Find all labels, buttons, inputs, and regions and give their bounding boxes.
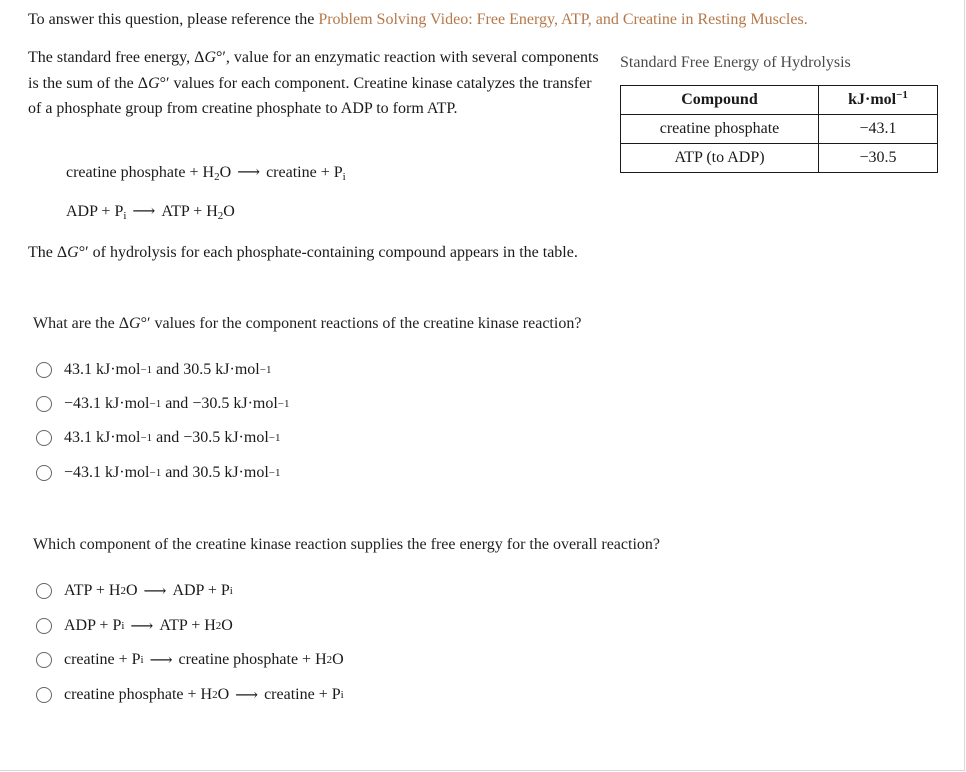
table-caption: Standard Free Energy of Hydrolysis <box>620 54 851 71</box>
question-1-option-3[interactable]: 43.1 kJ·mol −1 and −30.5 kJ·mol −1 <box>36 427 280 449</box>
intro-paragraph: The standard free energy, ΔG°′, value for an enzymatic reaction with several components is the sum of the ΔG°′ values for each component. Creatine kinase catalyzes the transfer of a phosphate group from creatine phosphate to ADP to form ATP. <box>28 49 599 117</box>
radio-button[interactable] <box>36 465 52 481</box>
table-row <box>621 115 938 144</box>
question-2-option-1[interactable]: ATP + H 2 O ⟶ ADP + P i <box>36 580 233 602</box>
question-2-option-2[interactable]: ADP + P i ⟶ ATP + H 2 O <box>36 615 233 637</box>
header-unit: kJ·mol$^{-1}$ <box>819 86 938 115</box>
table-header-row <box>621 86 938 115</box>
question-1-option-2[interactable]: −43.1 kJ·mol −1 and −30.5 kJ·mol −1 <box>36 393 290 415</box>
header-compound: Compound <box>621 86 819 115</box>
radio-button[interactable] <box>36 652 52 668</box>
radio-button[interactable] <box>36 430 52 446</box>
question-2-option-4[interactable]: creatine phosphate + H 2 O ⟶ creatine + P i <box>36 684 344 706</box>
arrow-icon: ⟶ <box>235 687 259 704</box>
question-1-option-4[interactable]: −43.1 kJ·mol −1 and 30.5 kJ·mol −1 <box>36 462 280 484</box>
question-1-option-1[interactable]: 43.1 kJ·mol −1 and 30.5 kJ·mol −1 <box>36 359 271 381</box>
arrow-icon: ⟶ <box>130 618 154 635</box>
arrow-icon: ⟶ <box>132 203 156 220</box>
table-reference-text: The ΔG°′ of hydrolysis for each phosphate-containing compound appears in the table. <box>28 244 578 261</box>
table-cell-compound: creatine phosphate <box>621 115 819 144</box>
question-2-text: Which component of the creatine kinase reaction supplies the free energy for the overall reaction? <box>33 536 660 553</box>
equation-creatine-phosphate-hydrolysis: creatine phosphate + $H_2O$ ⟶ creatine + $P_i$ <box>66 164 346 183</box>
intro-line <box>28 10 808 30</box>
intro-prefix: To answer this question, please reference the <box>28 11 319 28</box>
table-row <box>621 144 938 173</box>
problem-solving-video-link[interactable]: Problem Solving Video: Free Energy, ATP, and Creatine in Resting Muscles. <box>318 11 808 28</box>
equation-atp-synthesis: ADP + $P_i$ ⟶ ATP + $H_2O$ <box>66 203 235 222</box>
radio-button[interactable] <box>36 687 52 703</box>
arrow-icon: ⟶ <box>149 652 173 669</box>
radio-button[interactable] <box>36 618 52 634</box>
hydrolysis-table <box>620 85 938 173</box>
question-1-text: What are the ΔG°′ values for the component reactions of the creatine kinase reaction? <box>33 315 582 332</box>
radio-button[interactable] <box>36 583 52 599</box>
table-cell-value: −43.1 <box>819 115 938 144</box>
table-cell-compound: ATP (to ADP) <box>621 144 819 173</box>
arrow-icon: ⟶ <box>143 583 167 600</box>
question-2-option-3[interactable]: creatine + P i ⟶ creatine phosphate + H 2 O <box>36 649 344 671</box>
radio-button[interactable] <box>36 362 52 378</box>
arrow-icon: ⟶ <box>237 164 261 181</box>
table-cell-value: −30.5 <box>819 144 938 173</box>
radio-button[interactable] <box>36 396 52 412</box>
